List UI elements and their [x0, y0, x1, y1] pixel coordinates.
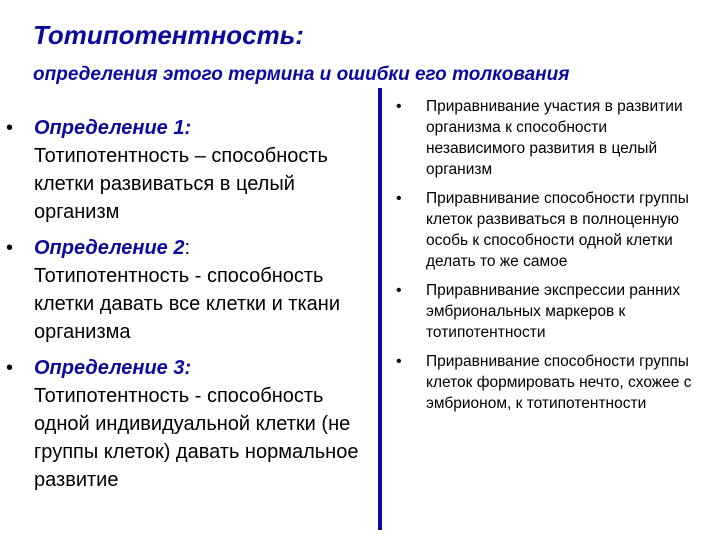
page-title: Тотипотентность: [33, 20, 304, 50]
misinterpretation-item [396, 188, 696, 272]
definition-item [6, 114, 378, 226]
bullet-icon: • [396, 353, 402, 370]
misinterpretations-list [396, 96, 696, 422]
bullet-icon: • [396, 190, 402, 207]
misinterpretation-text: Приравнивание участия в развитии организма к способности независимого развития в целый организм [426, 98, 683, 178]
bullet-icon: • [396, 282, 402, 299]
bullet-icon: • [6, 117, 14, 139]
definition-item [6, 354, 378, 494]
page-subtitle: определения этого термина и ошибки его толкования [33, 64, 570, 85]
definition-text: Тотипотентность - способность одной индивидуальной клетки (не группы клеток) давать нормальное развитие [34, 385, 359, 491]
misinterpretation-item [396, 351, 696, 414]
definition-text: Тотипотентность - способность клетки давать все клетки и ткани организма [34, 265, 340, 343]
definitions-list [6, 114, 378, 502]
definition-label: Определение 3: [34, 357, 192, 379]
definition-label: Определение 2 [34, 237, 185, 259]
misinterpretation-text: Приравнивание экспрессии ранних эмбриональных маркеров к тотипотентности [426, 282, 681, 341]
misinterpretation-item [396, 280, 696, 343]
definition-item [6, 234, 378, 346]
definition-label: Определение 1: [34, 117, 192, 139]
misinterpretation-text: Приравнивание способности группы клеток развиваться в полноценную особь к способности одной клетки делать то же самое [426, 190, 689, 270]
bullet-icon: • [6, 357, 14, 379]
definition-text: Тотипотентность – способность клетки развиваться в целый организм [34, 145, 328, 223]
column-divider [378, 88, 382, 530]
misinterpretation-text: Приравнивание способности группы клеток формировать нечто, схожее с эмбрионом, к тотипотентности [426, 353, 692, 412]
bullet-icon: • [6, 237, 14, 259]
definition-colon: : [184, 237, 191, 259]
bullet-icon: • [396, 98, 402, 115]
misinterpretation-item [396, 96, 696, 180]
